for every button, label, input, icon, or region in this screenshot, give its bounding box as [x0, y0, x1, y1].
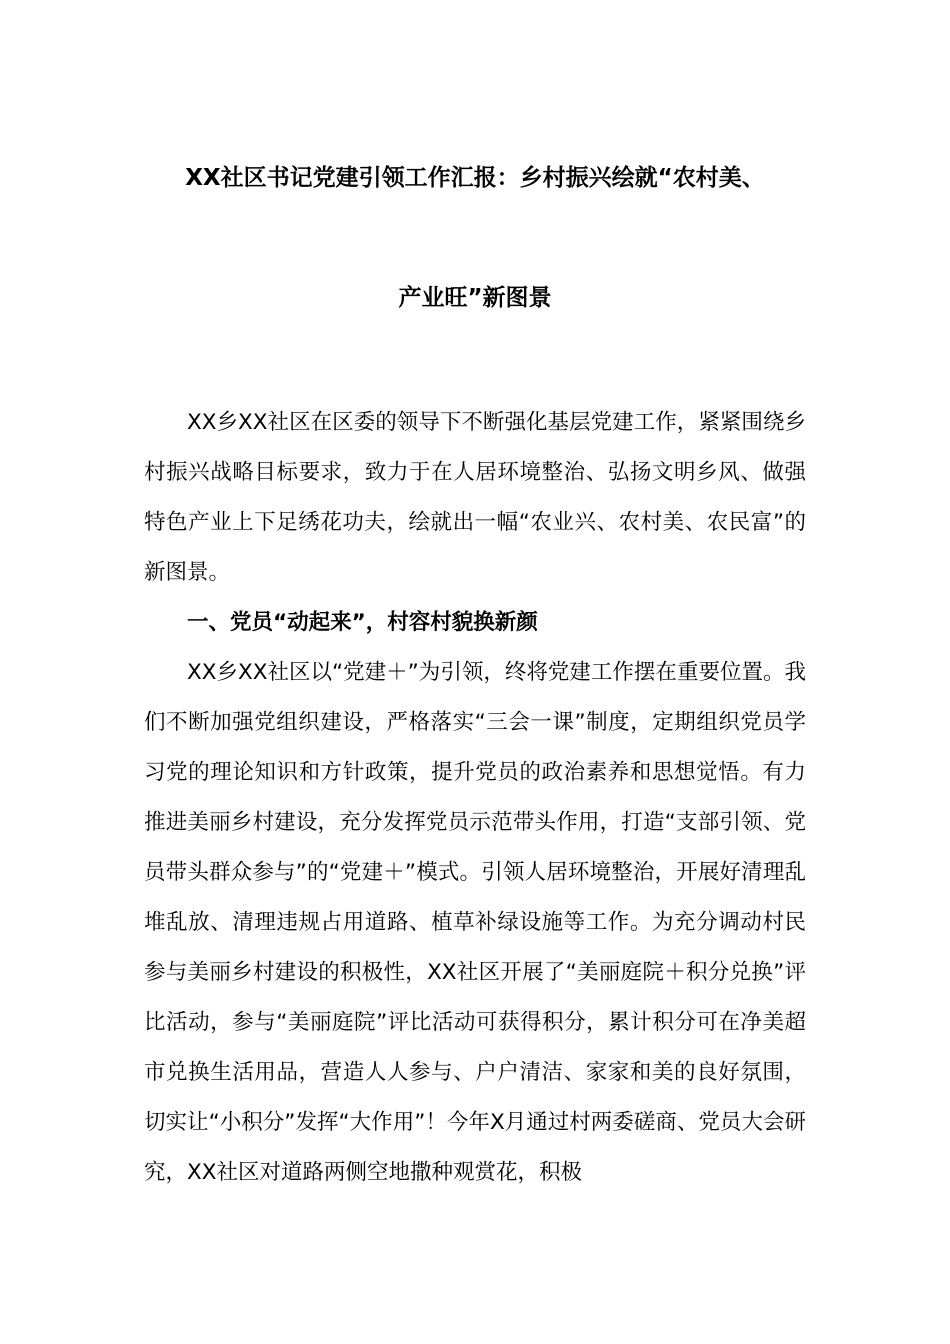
intro-paragraph: XX乡XX社区在区委的领导下不断强化基层党建工作，紧紧围绕乡村振兴战略目标要求，致力于在人居环境整治、弘扬文明乡风、做强特色产业上下足绣花功夫，绘就出一幅“农业兴、农村美、农民富”的新图景。 [144, 410, 806, 585]
section-1-paragraph: XX乡XX社区以“党建＋”为引领，终将党建工作摆在重要位置。我们不断加强党组织建设，严格落实“三会一课”制度，定期组织党员学习党的理论知识和方针政策，提升党员的政治素养和思想觉悟。有力推进美丽乡村建设，充分发挥党员示范带头作用，打造“支部引领、党员带头群众参与”的“党建＋”模式。引领人居环境整治，开展好清理乱堆乱放、清理违规占用道路、植草补绿设施等工作。为充分调动村民参与美丽乡村建设的积极性，XX社区开展了“美丽庭院＋积分兑换”评比活动，参与“美丽庭院”评比活动可获得积分，累计积分可在净美超市兑换生活用品，营造人人参与、户户清洁、家家和美的良好氛围，切实让“小积分”发挥“大作用”！今年X月通过村两委磋商、党员大会研究，XX社区对道路两侧空地撒种观赏花，积极 [144, 660, 806, 1185]
document-body [144, 398, 806, 1198]
section-1-heading: 一、党员“动起来”，村容村貌换新颜 [187, 610, 538, 635]
document-title-line-2: 产业旺”新图景 [398, 285, 552, 311]
document-title-line-1: XX社区书记党建引领工作汇报：乡村振兴绘就“农村美、 [185, 165, 765, 191]
